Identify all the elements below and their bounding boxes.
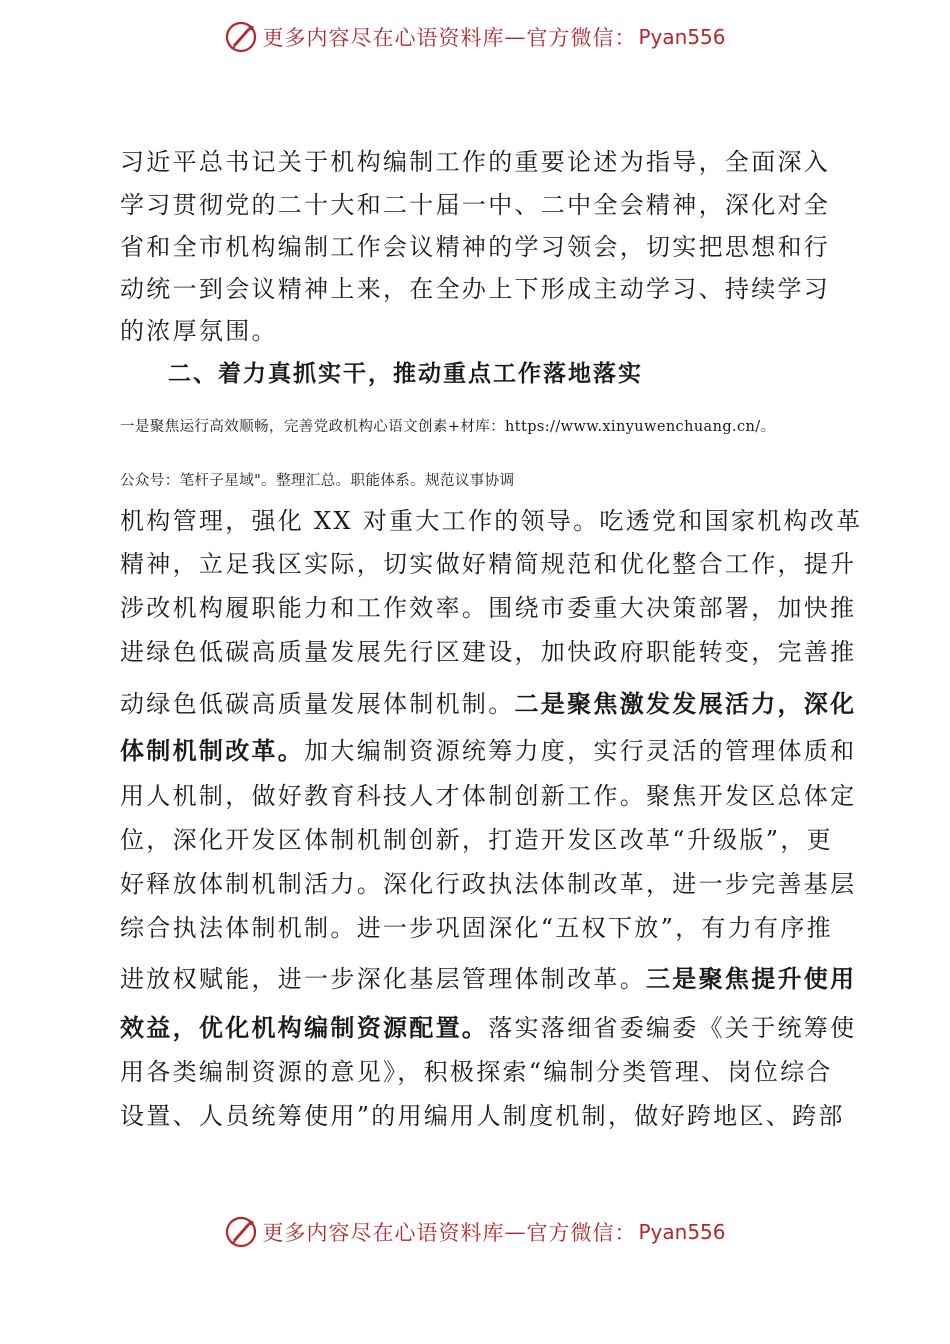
paragraph2-line-3: 涉改机构履职能力和工作效率。围绕市委重大决策部署，加快推 [120, 594, 857, 622]
footer-banner [0, 1210, 950, 1254]
paragraph2-line-6-plain: 加大编制资源统筹力度，实行灵活的管理体质和 [304, 737, 857, 765]
section-heading: 二、着力真抓实干，推动重点工作落地落实 [168, 361, 643, 387]
quill-logo-icon [224, 1215, 258, 1249]
point-two-heading: 二是聚焦激发发展活力，深化 [514, 690, 857, 718]
banner-wechat-label: 官方微信： [526, 26, 637, 50]
paragraph2-line-13: 用各类编制资源的意见》，积极探索“编制分类管理、岗位综合 [120, 1058, 833, 1086]
paragraph1-line-2: 学习贯彻党的二十大和二十届一中、二中全会精神，深化对全 [120, 191, 831, 219]
paragraph2-line-5-plain: 动绿色低碳高质量发展体制机制。 [120, 690, 515, 718]
paragraph2-line-2: 精神，立足我区实际，切实做好精简规范和优化整合工作，提升 [120, 550, 857, 578]
banner-wechat-id: Pyan556 [638, 1220, 726, 1244]
note-line-2: 公众号：笔杆子星域"。整理汇总。职能体系。规范议事协调 [120, 473, 515, 489]
paragraph2-line-5 [120, 688, 856, 720]
note-line-1: 一是聚焦运行高效顺畅，完善党政机构心语文创素+材库：https://www.xinyuwenchuang.cn/。 [120, 419, 776, 435]
paragraph1-line-1: 习近平总书记关于机构编制工作的重要论述为指导，全面深入 [120, 148, 831, 176]
paragraph2-line-11-plain: 进放权赋能，进一步深化基层管理体制改革。 [120, 965, 646, 993]
banner-text: 更多内容尽在心语资料库 [262, 1221, 505, 1245]
point-three-heading: 三是聚焦提升使用 [646, 965, 857, 993]
paragraph2-line-14: 设置、人员统筹使用”的用编用人制度机制，做好跨地区、跨部 [120, 1102, 845, 1130]
paragraph2-line-6 [120, 735, 856, 767]
paragraph2-line-8: 位，深化开发区体制机制创新，打造开发区改革“升级版”，更 [120, 826, 833, 854]
paragraph2-line-4: 进绿色低碳高质量发展先行区建设，加快政府职能转变，完善推 [120, 638, 857, 666]
paragraph2-line-9: 好释放体制机制活力。深化行政执法体制改革，进一步完善基层 [120, 870, 857, 898]
banner-dash: — [504, 1220, 527, 1244]
paragraph1-line-5: 的浓厚氛围。 [120, 317, 278, 345]
banner-dash: — [504, 25, 527, 49]
paragraph1-line-4: 动统一到会议精神上来，在全办上下形成主动学习、持续学习 [120, 275, 831, 303]
banner-wechat-label: 官方微信： [526, 1221, 637, 1245]
paragraph2-line-10: 综合执法体制机制。进一步巩固深化“五权下放”，有力有序推 [120, 914, 833, 942]
quill-logo-icon [224, 20, 258, 54]
paragraph2-line-12 [120, 1012, 856, 1044]
paragraph2-line-7: 用人机制，做好教育科技人才体制创新工作。聚焦开发区总体定 [120, 782, 857, 810]
paragraph2-line-11 [120, 963, 856, 995]
paragraph2-line-1: 机构管理，强化 XX 对重大工作的领导。吃透党和国家机构改革 [120, 507, 863, 535]
point-two-heading-cont: 体制机制改革。 [120, 737, 305, 765]
paragraph1-line-3: 省和全市机构编制工作会议精神的学习领会，切实把思想和行 [120, 233, 831, 261]
point-three-heading-cont: 效益，优化机构编制资源配置。 [120, 1014, 489, 1042]
header-banner [0, 15, 950, 59]
paragraph2-line-12-plain: 落实落细省委编委《关于统筹使 [488, 1014, 857, 1042]
banner-wechat-id: Pyan556 [638, 25, 726, 49]
banner-text: 更多内容尽在心语资料库 [262, 26, 505, 50]
